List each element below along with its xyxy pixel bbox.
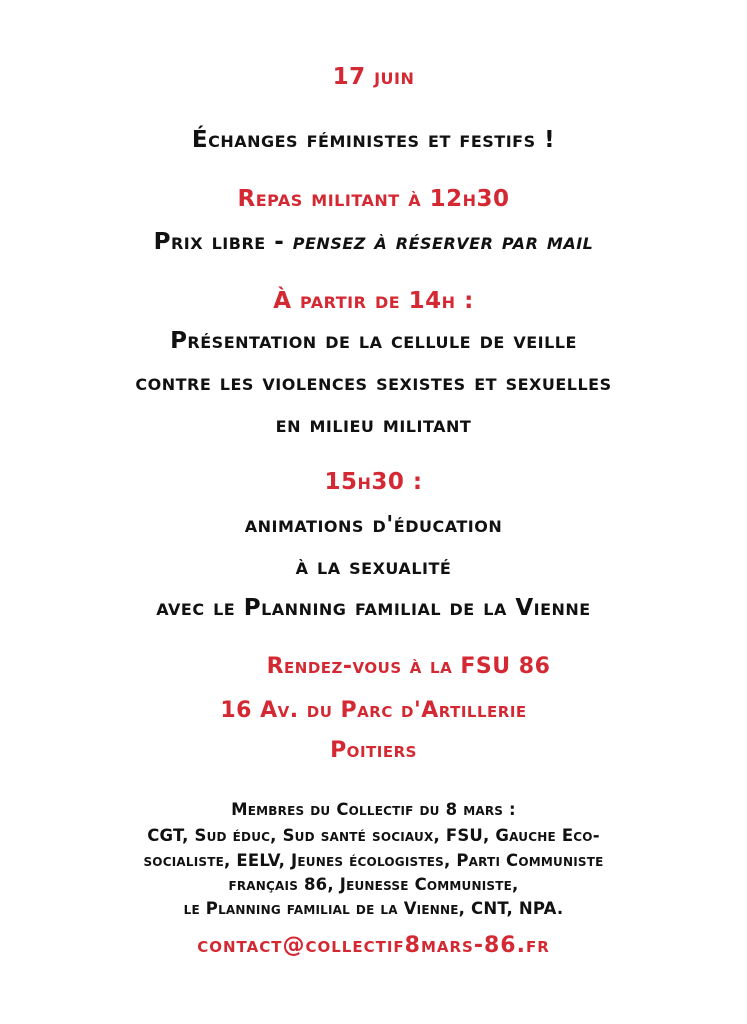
session2-time: 15h30 :: [324, 469, 423, 495]
session2-line: animations d'éducation: [244, 512, 503, 538]
venue-line1: Rendez-vous à la FSU 86: [266, 654, 551, 679]
members-line: le Planning familial de la Vienne, CNT, NPA.: [183, 899, 564, 918]
event-date: 17 juin: [332, 64, 415, 90]
members-line: CGT, Sud éduc, Sud santé sociaux, FSU, Gauche Eco-: [147, 826, 600, 845]
lunch-title: Repas militant à 12h30: [237, 186, 510, 212]
venue-city: Poitiers: [330, 738, 417, 763]
session1-time: À partir de 14h :: [273, 288, 474, 314]
members-line: socialiste, EELV, Jeunes écologistes, Parti Communiste: [143, 851, 604, 870]
session2-line: à la sexualité: [295, 554, 452, 580]
session2-line: avec le Planning familial de la Vienne: [156, 595, 591, 621]
members-line: français 86, Jeunesse Communiste,: [228, 875, 519, 894]
price-text: Prix libre -: [153, 229, 293, 255]
session1-line: en milieu militant: [275, 412, 472, 438]
lunch-price: [0, 229, 747, 255]
headline: Échanges féministes et festifs !: [191, 127, 556, 153]
reserve-text: pensez à réserver par mail: [292, 229, 594, 255]
session1-line: Présentation de la cellule de veille: [170, 328, 577, 354]
venue-line2: 16 Av. du Parc d'Artillerie: [220, 698, 527, 723]
contact-email-link[interactable]: contact@collectif8mars-86.fr: [197, 933, 550, 958]
session1-line: contre les violences sexistes et sexuelles: [135, 370, 612, 396]
members-title: Membres du Collectif du 8 mars :: [231, 800, 516, 819]
